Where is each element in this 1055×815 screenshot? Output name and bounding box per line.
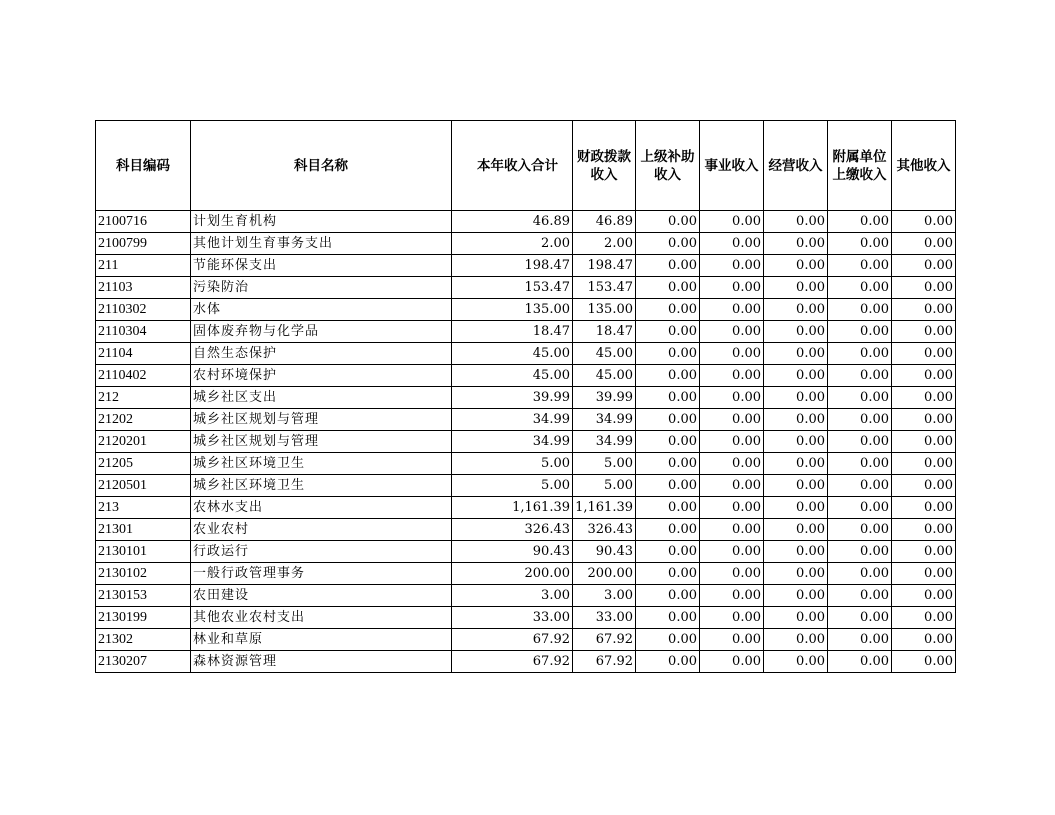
cell-code: 2100716: [96, 211, 191, 233]
cell-other: 0.00: [892, 365, 956, 387]
table-row: [96, 585, 956, 607]
table-row: [96, 387, 956, 409]
table-row: [96, 497, 956, 519]
cell-name: 城乡社区环境卫生: [191, 475, 452, 497]
cell-business: 0.00: [700, 607, 764, 629]
cell-superior: 0.00: [636, 453, 700, 475]
cell-fiscal: 200.00: [573, 563, 636, 585]
cell-operating: 0.00: [764, 607, 828, 629]
cell-business: 0.00: [700, 497, 764, 519]
cell-business: 0.00: [700, 409, 764, 431]
cell-operating: 0.00: [764, 585, 828, 607]
cell-total: 34.99: [452, 431, 573, 453]
cell-operating: 0.00: [764, 519, 828, 541]
cell-operating: 0.00: [764, 255, 828, 277]
table-row: [96, 453, 956, 475]
cell-business: 0.00: [700, 651, 764, 673]
cell-affiliated: 0.00: [828, 365, 892, 387]
cell-business: 0.00: [700, 255, 764, 277]
cell-business: 0.00: [700, 519, 764, 541]
cell-total: 5.00: [452, 475, 573, 497]
cell-superior: 0.00: [636, 277, 700, 299]
cell-fiscal: 5.00: [573, 475, 636, 497]
cell-code: 2110402: [96, 365, 191, 387]
cell-fiscal: 33.00: [573, 607, 636, 629]
table-body: [96, 211, 956, 673]
cell-code: 2120501: [96, 475, 191, 497]
cell-code: 2110304: [96, 321, 191, 343]
table-row: [96, 475, 956, 497]
cell-code: 2100799: [96, 233, 191, 255]
cell-name: 自然生态保护: [191, 343, 452, 365]
cell-business: 0.00: [700, 475, 764, 497]
cell-operating: 0.00: [764, 211, 828, 233]
cell-fiscal: 3.00: [573, 585, 636, 607]
cell-fiscal: 39.99: [573, 387, 636, 409]
cell-operating: 0.00: [764, 365, 828, 387]
header-operating: 经营收入: [764, 121, 828, 211]
cell-fiscal: 46.89: [573, 211, 636, 233]
cell-name: 森林资源管理: [191, 651, 452, 673]
table-row: [96, 299, 956, 321]
cell-total: 200.00: [452, 563, 573, 585]
cell-operating: 0.00: [764, 563, 828, 585]
cell-superior: 0.00: [636, 497, 700, 519]
cell-name: 其他农业农村支出: [191, 607, 452, 629]
cell-other: 0.00: [892, 453, 956, 475]
cell-superior: 0.00: [636, 585, 700, 607]
cell-business: 0.00: [700, 629, 764, 651]
cell-other: 0.00: [892, 541, 956, 563]
table-row: [96, 409, 956, 431]
cell-superior: 0.00: [636, 519, 700, 541]
cell-superior: 0.00: [636, 431, 700, 453]
cell-other: 0.00: [892, 387, 956, 409]
table-header: [96, 121, 956, 211]
header-code: 科目编码: [96, 121, 191, 211]
table-row: [96, 431, 956, 453]
cell-business: 0.00: [700, 211, 764, 233]
cell-code: 2120201: [96, 431, 191, 453]
cell-code: 2110302: [96, 299, 191, 321]
cell-fiscal: 34.99: [573, 409, 636, 431]
table-row: [96, 563, 956, 585]
cell-affiliated: 0.00: [828, 453, 892, 475]
cell-superior: 0.00: [636, 629, 700, 651]
cell-affiliated: 0.00: [828, 233, 892, 255]
header-fiscal: 财政拨款收入: [573, 121, 636, 211]
cell-operating: 0.00: [764, 651, 828, 673]
cell-superior: 0.00: [636, 387, 700, 409]
cell-name: 城乡社区规划与管理: [191, 431, 452, 453]
cell-other: 0.00: [892, 255, 956, 277]
cell-name: 一般行政管理事务: [191, 563, 452, 585]
cell-business: 0.00: [700, 541, 764, 563]
cell-superior: 0.00: [636, 607, 700, 629]
cell-operating: 0.00: [764, 475, 828, 497]
cell-total: 67.92: [452, 629, 573, 651]
cell-operating: 0.00: [764, 409, 828, 431]
cell-fiscal: 2.00: [573, 233, 636, 255]
cell-other: 0.00: [892, 277, 956, 299]
cell-name: 固体废弃物与化学品: [191, 321, 452, 343]
cell-name: 计划生育机构: [191, 211, 452, 233]
cell-business: 0.00: [700, 387, 764, 409]
cell-total: 90.43: [452, 541, 573, 563]
budget-income-table: [95, 120, 956, 673]
cell-affiliated: 0.00: [828, 497, 892, 519]
header-row: [96, 121, 956, 211]
cell-other: 0.00: [892, 607, 956, 629]
cell-superior: 0.00: [636, 211, 700, 233]
header-other: 其他收入: [892, 121, 956, 211]
header-total: 本年收入合计: [452, 121, 573, 211]
cell-total: 67.92: [452, 651, 573, 673]
cell-other: 0.00: [892, 475, 956, 497]
cell-operating: 0.00: [764, 541, 828, 563]
cell-business: 0.00: [700, 365, 764, 387]
cell-fiscal: 198.47: [573, 255, 636, 277]
cell-superior: 0.00: [636, 651, 700, 673]
cell-total: 18.47: [452, 321, 573, 343]
cell-superior: 0.00: [636, 409, 700, 431]
cell-affiliated: 0.00: [828, 277, 892, 299]
cell-other: 0.00: [892, 585, 956, 607]
cell-code: 212: [96, 387, 191, 409]
cell-fiscal: 135.00: [573, 299, 636, 321]
cell-fiscal: 1,161.39: [573, 497, 636, 519]
cell-business: 0.00: [700, 277, 764, 299]
cell-name: 城乡社区支出: [191, 387, 452, 409]
cell-affiliated: 0.00: [828, 607, 892, 629]
table-row: [96, 211, 956, 233]
table-row: [96, 629, 956, 651]
cell-affiliated: 0.00: [828, 299, 892, 321]
cell-code: 21302: [96, 629, 191, 651]
cell-operating: 0.00: [764, 233, 828, 255]
cell-total: 5.00: [452, 453, 573, 475]
cell-code: 2130207: [96, 651, 191, 673]
cell-code: 21205: [96, 453, 191, 475]
cell-operating: 0.00: [764, 453, 828, 475]
cell-total: 1,161.39: [452, 497, 573, 519]
cell-code: 21104: [96, 343, 191, 365]
header-superior: 上级补助收入: [636, 121, 700, 211]
cell-business: 0.00: [700, 233, 764, 255]
cell-affiliated: 0.00: [828, 409, 892, 431]
cell-business: 0.00: [700, 321, 764, 343]
cell-total: 45.00: [452, 343, 573, 365]
cell-affiliated: 0.00: [828, 541, 892, 563]
header-name: 科目名称: [191, 121, 452, 211]
header-affiliated: 附属单位上缴收入: [828, 121, 892, 211]
header-business: 事业收入: [700, 121, 764, 211]
cell-code: 211: [96, 255, 191, 277]
cell-business: 0.00: [700, 563, 764, 585]
cell-code: 213: [96, 497, 191, 519]
cell-code: 2130102: [96, 563, 191, 585]
cell-superior: 0.00: [636, 233, 700, 255]
cell-superior: 0.00: [636, 255, 700, 277]
cell-affiliated: 0.00: [828, 563, 892, 585]
table-row: [96, 277, 956, 299]
cell-operating: 0.00: [764, 431, 828, 453]
cell-other: 0.00: [892, 497, 956, 519]
cell-fiscal: 90.43: [573, 541, 636, 563]
cell-total: 46.89: [452, 211, 573, 233]
cell-superior: 0.00: [636, 563, 700, 585]
cell-name: 农村环境保护: [191, 365, 452, 387]
cell-other: 0.00: [892, 651, 956, 673]
cell-operating: 0.00: [764, 629, 828, 651]
cell-operating: 0.00: [764, 321, 828, 343]
cell-name: 节能环保支出: [191, 255, 452, 277]
cell-code: 21202: [96, 409, 191, 431]
cell-code: 2130101: [96, 541, 191, 563]
cell-total: 2.00: [452, 233, 573, 255]
cell-other: 0.00: [892, 409, 956, 431]
cell-superior: 0.00: [636, 475, 700, 497]
cell-total: 45.00: [452, 365, 573, 387]
cell-fiscal: 45.00: [573, 365, 636, 387]
cell-other: 0.00: [892, 629, 956, 651]
cell-fiscal: 326.43: [573, 519, 636, 541]
cell-business: 0.00: [700, 453, 764, 475]
cell-total: 39.99: [452, 387, 573, 409]
cell-other: 0.00: [892, 431, 956, 453]
cell-other: 0.00: [892, 343, 956, 365]
cell-superior: 0.00: [636, 343, 700, 365]
cell-affiliated: 0.00: [828, 321, 892, 343]
cell-total: 198.47: [452, 255, 573, 277]
table-row: [96, 233, 956, 255]
table-row: [96, 343, 956, 365]
cell-fiscal: 153.47: [573, 277, 636, 299]
cell-business: 0.00: [700, 343, 764, 365]
cell-code: 21301: [96, 519, 191, 541]
cell-name: 农林水支出: [191, 497, 452, 519]
cell-affiliated: 0.00: [828, 585, 892, 607]
table-row: [96, 255, 956, 277]
cell-superior: 0.00: [636, 365, 700, 387]
cell-name: 行政运行: [191, 541, 452, 563]
table-row: [96, 541, 956, 563]
cell-total: 34.99: [452, 409, 573, 431]
cell-name: 其他计划生育事务支出: [191, 233, 452, 255]
cell-code: 2130199: [96, 607, 191, 629]
cell-affiliated: 0.00: [828, 343, 892, 365]
cell-name: 污染防治: [191, 277, 452, 299]
cell-affiliated: 0.00: [828, 475, 892, 497]
cell-total: 326.43: [452, 519, 573, 541]
cell-other: 0.00: [892, 321, 956, 343]
cell-name: 农业农村: [191, 519, 452, 541]
cell-operating: 0.00: [764, 277, 828, 299]
cell-fiscal: 67.92: [573, 629, 636, 651]
cell-affiliated: 0.00: [828, 255, 892, 277]
cell-fiscal: 5.00: [573, 453, 636, 475]
cell-operating: 0.00: [764, 299, 828, 321]
table-row: [96, 607, 956, 629]
cell-affiliated: 0.00: [828, 519, 892, 541]
table-row: [96, 321, 956, 343]
cell-name: 水体: [191, 299, 452, 321]
cell-business: 0.00: [700, 585, 764, 607]
cell-total: 135.00: [452, 299, 573, 321]
cell-total: 153.47: [452, 277, 573, 299]
cell-superior: 0.00: [636, 299, 700, 321]
cell-other: 0.00: [892, 211, 956, 233]
cell-fiscal: 34.99: [573, 431, 636, 453]
cell-total: 3.00: [452, 585, 573, 607]
cell-other: 0.00: [892, 563, 956, 585]
cell-name: 城乡社区规划与管理: [191, 409, 452, 431]
table-row: [96, 651, 956, 673]
cell-fiscal: 67.92: [573, 651, 636, 673]
cell-code: 21103: [96, 277, 191, 299]
cell-affiliated: 0.00: [828, 431, 892, 453]
table-row: [96, 519, 956, 541]
cell-total: 33.00: [452, 607, 573, 629]
cell-name: 林业和草原: [191, 629, 452, 651]
cell-name: 农田建设: [191, 585, 452, 607]
cell-operating: 0.00: [764, 343, 828, 365]
cell-operating: 0.00: [764, 497, 828, 519]
cell-name: 城乡社区环境卫生: [191, 453, 452, 475]
cell-superior: 0.00: [636, 321, 700, 343]
cell-other: 0.00: [892, 519, 956, 541]
cell-operating: 0.00: [764, 387, 828, 409]
cell-fiscal: 18.47: [573, 321, 636, 343]
cell-affiliated: 0.00: [828, 211, 892, 233]
cell-code: 2130153: [96, 585, 191, 607]
cell-affiliated: 0.00: [828, 387, 892, 409]
cell-business: 0.00: [700, 431, 764, 453]
cell-other: 0.00: [892, 299, 956, 321]
cell-affiliated: 0.00: [828, 629, 892, 651]
cell-other: 0.00: [892, 233, 956, 255]
cell-affiliated: 0.00: [828, 651, 892, 673]
cell-fiscal: 45.00: [573, 343, 636, 365]
cell-superior: 0.00: [636, 541, 700, 563]
cell-business: 0.00: [700, 299, 764, 321]
table-row: [96, 365, 956, 387]
